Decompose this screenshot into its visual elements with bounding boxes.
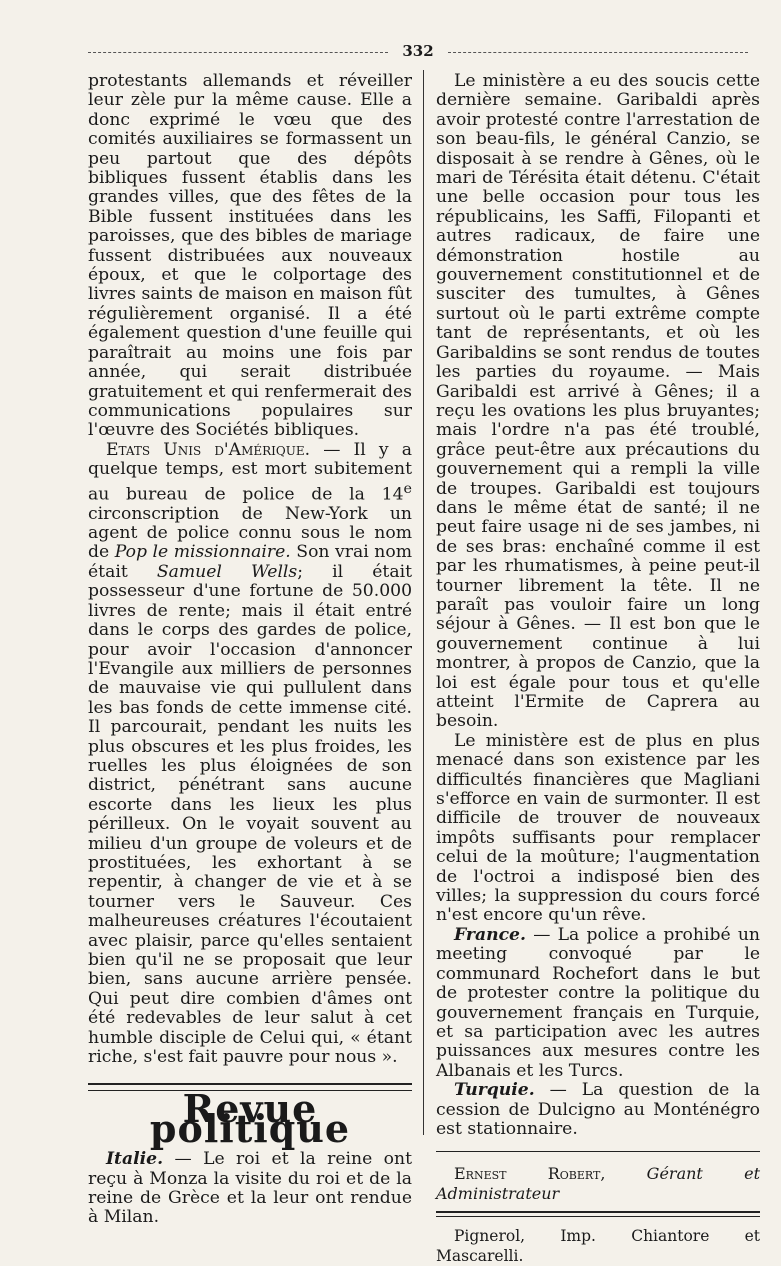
usa-text-d: ; il était possesseur d'une fortune de 50.000 livres de rente; mais il était entré dans le corps des gardes de police, pour avoir l'occasion d'annoncer l'Evangile aux milliers de personnes de mauvaise vie qui pullulent dans les bas fonds de cette immense cité. Il parcourait, pendant les nuits les plus obscures et les plus froides, les ruelles les plus éloignées de son district, pénétrant sans aucune escorte dans les lieux les plus périlleux. On le voyait souvent au milieu d'un groupe de voleurs et de prostituées, les exhortant à se repentir, à changer de vie et à se tourner vers le Sauveur. Ces malheureuses créatures l'écoutaient avec plaisir, parce qu'elles sentaient bien qu'il ne se proposait que leur bien, sans aucune arrière pensée. Qui peut dire combien d'âmes ont été redevables de leur salut à cet humble disciple de Celui qui, « étant riche, s'est fait pauvre pour nous ». bbox=[88, 561, 412, 1068]
section-title-revue-politique: Revue politique bbox=[149, 1086, 351, 1151]
section-label-france: France. bbox=[454, 924, 526, 945]
section-label-usa: Etats Unis d'Amérique. bbox=[106, 439, 311, 460]
printer-imprint: Pignerol, Imp. Chiantore et Mascarelli. bbox=[436, 1227, 760, 1265]
usa-text-b: circonscription de New-York un agent de police connu sous le nom de bbox=[88, 503, 412, 563]
usa-superscript: e bbox=[403, 480, 412, 497]
usa-text-a: — Il y a quelque temps, est mort subitement au bureau de police de la 14 bbox=[88, 439, 412, 505]
section-label-turquie: Turquie. bbox=[454, 1080, 535, 1101]
right-column bbox=[436, 72, 760, 1266]
paragraph-garibaldi: Le ministère a eu des soucis cette dernière semaine. Garibaldi après avoir protesté contre l'arrestation de son beau-fils, le général Canzio, se disposait à se rendre à Gênes, où le mari de Térésita était détenu. C'était une belle occasion pour tous les républicains, les Saffi, Filopanti et autres radicaux, de faire une démonstration hostile au gouvernement constitutionnel et de susciter des tumultes, à Gênes surtout où le parti extrême compte tant de représentants, et où les Garibaldins se sont rendus de toutes les parties du royaume. — Mais Garibaldi est arrivé à Gênes; il a reçu les ovations les plus bruyantes; mais l'ordre n'a pas été troublé, grâce peut-être aux précautions du gouvernement qui a rempli la ville de troupes. Garibaldi est toujours dans le même état de santé; il ne peut faire usage ni de ses jambes, ni de ses bras: enchaîné comme il est par les rhumatismes, à peine peut-il tourner librement la tête. Il ne paraît pas vouloir faire un long séjour à Gênes. — Il est bon que le gouvernement continue à lui montrer, à propos de Canzio, que la loi est égale pour tous et qu'elle atteint l'Ermite de Caprera au besoin. bbox=[436, 71, 760, 732]
paragraph-bible-societies: protestants allemands et réveiller leur zèle pur la même cause. Elle a donc exprimé le vœu que des comités auxiliaires se formassent un peu partout que des dépôts bibliques fussent établis dans les grandes villes, que des fêtes de la Bible fussent instituées dans les paroisses, que des bibles de mariage fussent distribuées aux nouveaux époux, et que le colportage des livres saints de maison en maison fût régulièrement organisé. Il a été également question d'une feuille qui paraîtrait au moins une fois par année, qui serait distribuée gratuitement et qui renfermerait des communications populaires sur l'œuvre des Sociétés bibliques. bbox=[88, 71, 412, 441]
page-number: 332 bbox=[402, 42, 434, 60]
signature-name: Ernest Robert, bbox=[454, 1164, 606, 1184]
header-rule-left bbox=[88, 52, 388, 53]
france-text: — La police a prohibé un meeting convoqué par le communard Rochefort dans le but de protester contre la politique du gouvernement français en Turquie, et sa participation avec les autres puissances aux mesures contre les Albanais et les Turcs. bbox=[436, 924, 760, 1081]
left-column bbox=[88, 72, 412, 1228]
paragraph-ministere: Le ministère est de plus en plus menacé dans son existence par les difficultés financières que Magliani s'efforce en vain de surmonter. Il est difficile de trouver de nouveaux impôts suffisants pour remplacer celui de la moûture; l'augmentation de l'octroi a indisposé bien des villes; la suppression du cours forcé n'est encore qu'un rêve. bbox=[436, 730, 760, 926]
signature-rule bbox=[436, 1151, 760, 1152]
turquie-text: — La question de la cession de Dulcigno au Monténégro est stationnaire. bbox=[436, 1080, 760, 1139]
usa-text-c: Son vrai nom était bbox=[88, 542, 412, 582]
signature-role: Gérant et Administrateur bbox=[436, 1164, 761, 1203]
column-divider bbox=[423, 70, 424, 1135]
paragraph-france bbox=[436, 926, 760, 1081]
page-header bbox=[88, 42, 748, 62]
usa-real-name: Samuel Wells bbox=[156, 561, 298, 582]
paragraph-turquie bbox=[436, 1081, 760, 1139]
header-rule-right bbox=[448, 52, 748, 53]
printer-rule bbox=[436, 1211, 760, 1217]
paragraph-usa bbox=[88, 441, 412, 1068]
paragraph-italie bbox=[88, 1150, 412, 1228]
section-label-italie: Italie. bbox=[106, 1149, 164, 1170]
italie-text: — Le roi et la reine ont reçu à Monza la visite du roi et de la reine de Grèce et la leur ont rendue à Milan. bbox=[88, 1149, 412, 1228]
usa-nickname: Pop le missionnaire. bbox=[114, 542, 291, 563]
signature-line bbox=[436, 1164, 760, 1203]
